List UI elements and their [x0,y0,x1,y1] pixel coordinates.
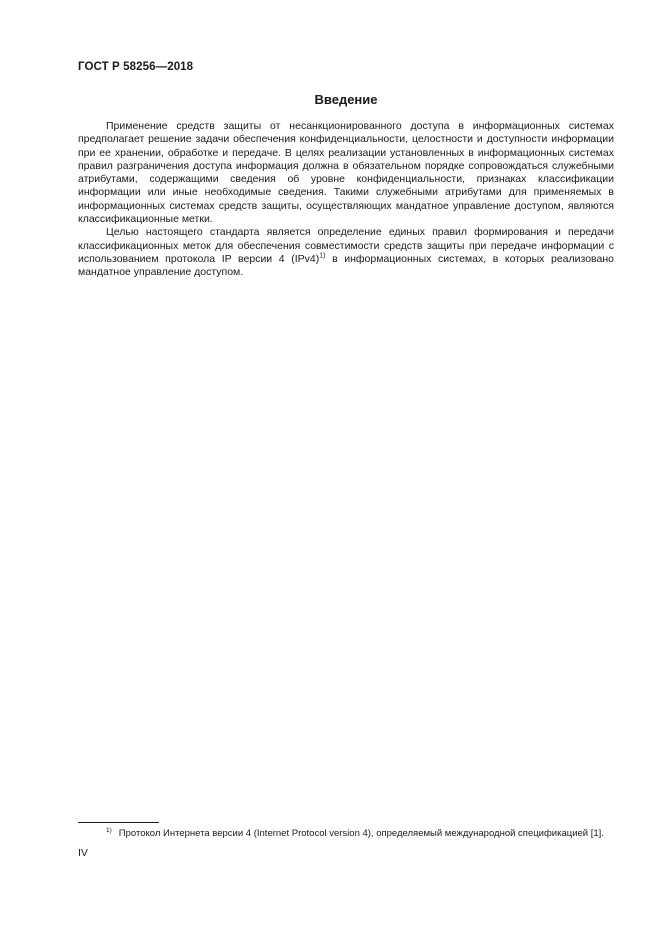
footnote [106,828,616,840]
introduction-body [78,120,614,280]
paragraph-2-text-end: в информационных системах, в которых реализовано мандатное управление доступом. [78,252,614,279]
page-number: IV [78,847,88,859]
footnote-separator [78,822,159,823]
footnote-text: Протокол Интернета версии 4 (Internet Protocol version 4), определяемый международной спецификацией [1]. [118,828,604,839]
paragraph-2 [78,226,614,279]
paragraph-2-text-start: Целью настоящего стандарта является определение единых правил формирования и передачи классификационных меток для обеспечения совместимости средств защиты при передаче информации с использованием протокола IP версии 4 (IPv4) [78,226,614,265]
footnote-marker: 1) [106,826,112,834]
paragraph-1: Применение средств защиты от несанкционированного доступа в информационных системах предполагает решение задачи обеспечения конфиденциальности, целостности и доступности информации при ее хранении, обработке и передаче. В целях реализации установленных в информационных системах правил разграничения доступа информация должна в обязательном порядке сопровождаться служебными атрибутами, содержащими сведения об уровне конфиденциальности, признаках классификации информации или иные необходимые сведения. Такими служебными атрибутами для применяемых в информационных системах средств защиты, осуществляющих мандатное управление доступом, являются классификационные метки. [78,120,614,226]
document-code: ГОСТ Р 58256—2018 [78,61,194,73]
footnote-reference: 1) [319,252,326,260]
section-title: Введение [314,92,378,107]
